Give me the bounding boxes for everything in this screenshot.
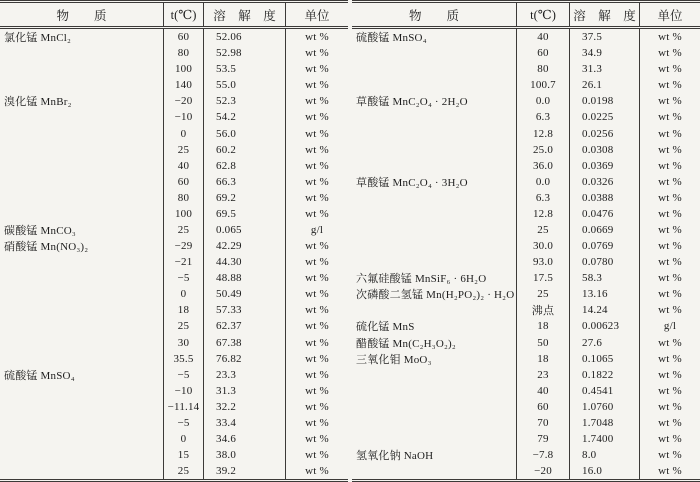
- table-row: [352, 125, 700, 141]
- temperature-cell: 93.0: [517, 254, 570, 270]
- unit-cell: wt %: [658, 304, 682, 317]
- substance-cell: 草酸锰 MnC₂O₄ · 2H₂O: [352, 93, 517, 109]
- unit-cell: wt %: [305, 127, 329, 140]
- table-row: [352, 238, 700, 254]
- solubility-cell: 62.8: [204, 158, 286, 174]
- table-row: [0, 431, 348, 447]
- table-row: [0, 334, 348, 350]
- temperature-cell: 25: [517, 222, 570, 238]
- solubility-cell: 0.0388: [570, 190, 640, 206]
- unit-cell: wt %: [658, 79, 682, 92]
- solubility-cell: 42.29: [204, 238, 286, 254]
- unit-cell: wt %: [305, 288, 329, 301]
- solubility-cell: 0.065: [204, 222, 286, 238]
- unit-cell: wt %: [658, 191, 682, 204]
- substance-cell: [0, 142, 164, 158]
- substance-cell: [0, 190, 164, 206]
- table-row: [0, 415, 348, 431]
- table-row: [352, 383, 700, 399]
- temperature-cell: 80: [517, 61, 570, 77]
- column-header-substance: 物 质: [0, 3, 164, 26]
- substance-cell: 氢氧化钠 NaOH: [352, 447, 517, 463]
- unit-cell: wt %: [305, 449, 329, 462]
- temperature-cell: −11.14: [164, 399, 204, 415]
- substance-cell: [352, 302, 517, 318]
- table-row: [352, 109, 700, 125]
- table-row: [0, 286, 348, 302]
- solubility-cell: 0.0308: [570, 142, 640, 158]
- table-row: [0, 238, 348, 254]
- unit-cell: wt %: [658, 368, 682, 381]
- table-row: [0, 61, 348, 77]
- table-header-row: [0, 3, 348, 29]
- solubility-table-left: [0, 0, 348, 482]
- temperature-cell: 100: [164, 61, 204, 77]
- solubility-cell: 37.5: [570, 29, 640, 45]
- substance-cell: [0, 318, 164, 334]
- solubility-cell: 1.0760: [570, 399, 640, 415]
- unit-cell: wt %: [658, 207, 682, 220]
- table-row: [352, 206, 700, 222]
- unit-cell: wt %: [305, 159, 329, 172]
- temperature-cell: −20: [164, 93, 204, 109]
- unit-cell: wt %: [305, 336, 329, 349]
- solubility-cell: 52.3: [204, 93, 286, 109]
- solubility-cell: 14.24: [570, 302, 640, 318]
- solubility-cell: 8.0: [570, 447, 640, 463]
- temperature-cell: 15: [164, 447, 204, 463]
- table-row: [352, 351, 700, 367]
- solubility-cell: 27.6: [570, 334, 640, 350]
- column-header-temperature: t(℃): [517, 3, 570, 26]
- table-header-row: [352, 3, 700, 29]
- unit-cell: wt %: [658, 416, 682, 429]
- unit-cell: wt %: [305, 79, 329, 92]
- substance-cell: 碳酸锰 MnCO₃: [0, 222, 164, 238]
- temperature-cell: 18: [517, 318, 570, 334]
- column-header-unit: 单位: [657, 8, 683, 23]
- temperature-cell: 60: [517, 45, 570, 61]
- substance-cell: [352, 142, 517, 158]
- temperature-cell: 0: [164, 431, 204, 447]
- unit-cell: wt %: [658, 384, 682, 397]
- unit-cell: wt %: [658, 63, 682, 76]
- temperature-cell: 30.0: [517, 238, 570, 254]
- substance-cell: 硫化锰 MnS: [352, 318, 517, 334]
- substance-cell: 草酸锰 MnC₂O₄ · 3H₂O: [352, 174, 517, 190]
- unit-cell: wt %: [305, 368, 329, 381]
- solubility-cell: 54.2: [204, 109, 286, 125]
- unit-cell: wt %: [305, 143, 329, 156]
- unit-cell: wt %: [305, 111, 329, 124]
- substance-cell: [352, 61, 517, 77]
- temperature-cell: 25: [164, 318, 204, 334]
- solubility-cell: 31.3: [204, 383, 286, 399]
- unit-cell: wt %: [305, 191, 329, 204]
- solubility-cell: 1.7400: [570, 431, 640, 447]
- table-row: [0, 45, 348, 61]
- table-body: [352, 29, 700, 479]
- temperature-cell: 6.3: [517, 190, 570, 206]
- solubility-cell: 34.6: [204, 431, 286, 447]
- table-row: [0, 109, 348, 125]
- table-row: [352, 367, 700, 383]
- solubility-cell: 0.1065: [570, 351, 640, 367]
- temperature-cell: 18: [164, 302, 204, 318]
- unit-cell: wt %: [305, 175, 329, 188]
- temperature-cell: 100: [164, 206, 204, 222]
- substance-cell: [0, 174, 164, 190]
- temperature-cell: −7.8: [517, 447, 570, 463]
- temperature-cell: 23: [517, 367, 570, 383]
- unit-cell: wt %: [305, 352, 329, 365]
- substance-cell: 醋酸锰 Mn(C₂H₃O₂)₂: [352, 334, 517, 350]
- table-row: [352, 61, 700, 77]
- substance-cell: [352, 399, 517, 415]
- temperature-cell: −29: [164, 238, 204, 254]
- substance-cell: [352, 463, 517, 479]
- solubility-cell: 53.5: [204, 61, 286, 77]
- table-body: [0, 29, 348, 479]
- solubility-cell: 52.06: [204, 29, 286, 45]
- temperature-cell: 60: [164, 29, 204, 45]
- temperature-cell: 12.8: [517, 125, 570, 141]
- unit-cell: g/l: [310, 223, 324, 236]
- table-row: [0, 318, 348, 334]
- solubility-cell: 0.0225: [570, 109, 640, 125]
- substance-cell: [352, 431, 517, 447]
- substance-cell: [0, 109, 164, 125]
- column-header-solubility: 溶 解 度: [204, 3, 286, 26]
- table-row: [0, 254, 348, 270]
- solubility-cell: 32.2: [204, 399, 286, 415]
- solubility-cell: 0.0769: [570, 238, 640, 254]
- unit-cell: wt %: [305, 207, 329, 220]
- substance-cell: [352, 125, 517, 141]
- temperature-cell: −5: [164, 270, 204, 286]
- unit-cell: wt %: [305, 304, 329, 317]
- temperature-cell: 18: [517, 351, 570, 367]
- table-row: [0, 463, 348, 479]
- temperature-cell: −5: [164, 415, 204, 431]
- temperature-cell: 80: [164, 190, 204, 206]
- table-row: [0, 351, 348, 367]
- substance-cell: [0, 270, 164, 286]
- table-row: [0, 190, 348, 206]
- temperature-cell: 40: [517, 383, 570, 399]
- unit-cell: wt %: [305, 320, 329, 333]
- substance-cell: 次磷酸二氢锰 Mn(H₂PO₂)₂ · H₂O: [352, 286, 517, 302]
- temperature-cell: 17.5: [517, 270, 570, 286]
- unit-cell: wt %: [305, 240, 329, 253]
- solubility-cell: 16.0: [570, 463, 640, 479]
- table-row: [352, 447, 700, 463]
- temperature-cell: 80: [164, 45, 204, 61]
- solubility-cell: 38.0: [204, 447, 286, 463]
- unit-cell: wt %: [305, 256, 329, 269]
- solubility-cell: 62.37: [204, 318, 286, 334]
- unit-cell: wt %: [305, 400, 329, 413]
- table-row: [352, 93, 700, 109]
- unit-cell: wt %: [305, 416, 329, 429]
- solubility-cell: 48.88: [204, 270, 286, 286]
- unit-cell: wt %: [658, 127, 682, 140]
- unit-cell: wt %: [658, 400, 682, 413]
- temperature-cell: 36.0: [517, 158, 570, 174]
- temperature-cell: 0.0: [517, 93, 570, 109]
- temperature-cell: 0.0: [517, 174, 570, 190]
- solubility-cell: 69.2: [204, 190, 286, 206]
- table-row: [0, 29, 348, 45]
- solubility-cell: 0.0256: [570, 125, 640, 141]
- solubility-cell: 0.00623: [570, 318, 640, 334]
- solubility-cell: 60.2: [204, 142, 286, 158]
- table-row: [352, 415, 700, 431]
- solubility-cell: 76.82: [204, 351, 286, 367]
- unit-cell: wt %: [658, 159, 682, 172]
- substance-cell: [0, 158, 164, 174]
- solubility-cell: 0.4541: [570, 383, 640, 399]
- unit-cell: wt %: [658, 95, 682, 108]
- unit-cell: wt %: [305, 95, 329, 108]
- solubility-table-right: [352, 0, 700, 482]
- table-row: [352, 302, 700, 318]
- substance-cell: [352, 238, 517, 254]
- substance-cell: [0, 254, 164, 270]
- solubility-cell: 0.0780: [570, 254, 640, 270]
- temperature-cell: 79: [517, 431, 570, 447]
- table-row: [352, 399, 700, 415]
- solubility-cell: 58.3: [570, 270, 640, 286]
- table-row: [0, 93, 348, 109]
- unit-cell: wt %: [658, 175, 682, 188]
- table-row: [0, 302, 348, 318]
- table-row: [352, 222, 700, 238]
- table-row: [352, 142, 700, 158]
- unit-cell: wt %: [305, 272, 329, 285]
- unit-cell: wt %: [658, 449, 682, 462]
- temperature-cell: 40: [164, 158, 204, 174]
- substance-cell: [0, 415, 164, 431]
- unit-cell: wt %: [658, 31, 682, 44]
- table-row: [352, 334, 700, 350]
- temperature-cell: 30: [164, 334, 204, 350]
- solubility-cell: 67.38: [204, 334, 286, 350]
- unit-cell: wt %: [658, 256, 682, 269]
- temperature-cell: 沸点: [517, 302, 570, 318]
- substance-cell: [0, 45, 164, 61]
- solubility-cell: 52.98: [204, 45, 286, 61]
- solubility-cell: 0.0476: [570, 206, 640, 222]
- table-row: [352, 190, 700, 206]
- solubility-cell: 31.3: [570, 61, 640, 77]
- temperature-cell: −5: [164, 367, 204, 383]
- temperature-cell: −20: [517, 463, 570, 479]
- solubility-cell: 0.1822: [570, 367, 640, 383]
- unit-cell: wt %: [658, 465, 682, 478]
- substance-cell: [0, 447, 164, 463]
- substance-cell: [0, 206, 164, 222]
- substance-cell: 三氧化钼 MoO₃: [352, 351, 517, 367]
- unit-cell: wt %: [305, 465, 329, 478]
- substance-cell: [0, 463, 164, 479]
- table-row: [0, 125, 348, 141]
- solubility-cell: 39.2: [204, 463, 286, 479]
- table-row: [0, 142, 348, 158]
- column-header-unit: 单位: [304, 8, 330, 23]
- substance-cell: [352, 383, 517, 399]
- substance-cell: [352, 222, 517, 238]
- unit-cell: wt %: [658, 432, 682, 445]
- table-row: [0, 270, 348, 286]
- substance-cell: [352, 415, 517, 431]
- solubility-cell: 33.4: [204, 415, 286, 431]
- substance-cell: [352, 254, 517, 270]
- table-row: [352, 431, 700, 447]
- column-header-solubility: 溶 解 度: [570, 3, 640, 26]
- table-row: [352, 254, 700, 270]
- substance-cell: 溴化锰 MnBr₂: [0, 93, 164, 109]
- temperature-cell: 50: [517, 334, 570, 350]
- temperature-cell: −21: [164, 254, 204, 270]
- substance-cell: [0, 61, 164, 77]
- substance-cell: 硝酸锰 Mn(NO₃)₂: [0, 238, 164, 254]
- table-row: [0, 383, 348, 399]
- temperature-cell: −10: [164, 383, 204, 399]
- substance-cell: 硫酸锰 MnSO₄: [352, 29, 517, 45]
- solubility-cell: 69.5: [204, 206, 286, 222]
- column-header-substance: 物 质: [352, 3, 517, 26]
- substance-cell: [0, 351, 164, 367]
- solubility-cell: 23.3: [204, 367, 286, 383]
- temperature-cell: 35.5: [164, 351, 204, 367]
- temperature-cell: 70: [517, 415, 570, 431]
- unit-cell: wt %: [658, 223, 682, 236]
- substance-cell: [352, 206, 517, 222]
- substance-cell: [352, 45, 517, 61]
- unit-cell: wt %: [658, 47, 682, 60]
- unit-cell: wt %: [305, 432, 329, 445]
- temperature-cell: 25: [164, 222, 204, 238]
- unit-cell: wt %: [305, 384, 329, 397]
- substance-cell: [352, 109, 517, 125]
- substance-cell: [0, 431, 164, 447]
- table-row: [0, 367, 348, 383]
- unit-cell: wt %: [305, 47, 329, 60]
- unit-cell: wt %: [305, 31, 329, 44]
- substance-cell: [352, 367, 517, 383]
- unit-cell: wt %: [658, 240, 682, 253]
- temperature-cell: −10: [164, 109, 204, 125]
- substance-cell: 六氟硅酸锰 MnSiF₆ · 6H₂O: [352, 270, 517, 286]
- temperature-cell: 140: [164, 77, 204, 93]
- table-row: [352, 29, 700, 45]
- substance-cell: [0, 383, 164, 399]
- table-row: [0, 447, 348, 463]
- substance-cell: [352, 190, 517, 206]
- substance-cell: [0, 77, 164, 93]
- solubility-cell: 34.9: [570, 45, 640, 61]
- solubility-cell: 66.3: [204, 174, 286, 190]
- temperature-cell: 25: [517, 286, 570, 302]
- substance-cell: [0, 302, 164, 318]
- substance-cell: [0, 399, 164, 415]
- solubility-cell: 56.0: [204, 125, 286, 141]
- temperature-cell: 100.7: [517, 77, 570, 93]
- unit-cell: wt %: [658, 272, 682, 285]
- table-row: [352, 270, 700, 286]
- substance-cell: [0, 286, 164, 302]
- table-row: [0, 222, 348, 238]
- table-row: [352, 174, 700, 190]
- table-row: [0, 158, 348, 174]
- solubility-cell: 55.0: [204, 77, 286, 93]
- substance-cell: [352, 158, 517, 174]
- temperature-cell: 25: [164, 142, 204, 158]
- table-row: [352, 158, 700, 174]
- table-row: [352, 318, 700, 334]
- temperature-cell: 12.8: [517, 206, 570, 222]
- unit-cell: wt %: [658, 336, 682, 349]
- table-row: [352, 463, 700, 479]
- solubility-cell: 0.0669: [570, 222, 640, 238]
- table-row: [0, 77, 348, 93]
- solubility-cell: 0.0326: [570, 174, 640, 190]
- table-row: [352, 286, 700, 302]
- unit-cell: wt %: [658, 352, 682, 365]
- temperature-cell: 60: [164, 174, 204, 190]
- substance-cell: [352, 77, 517, 93]
- substance-cell: 硫酸锰 MnSO₄: [0, 367, 164, 383]
- solubility-cell: 26.1: [570, 77, 640, 93]
- unit-cell: wt %: [658, 143, 682, 156]
- substance-cell: [0, 125, 164, 141]
- temperature-cell: 0: [164, 125, 204, 141]
- table-row: [0, 206, 348, 222]
- unit-cell: wt %: [658, 288, 682, 301]
- solubility-cell: 50.49: [204, 286, 286, 302]
- unit-cell: wt %: [305, 63, 329, 76]
- table-row: [352, 77, 700, 93]
- temperature-cell: 6.3: [517, 109, 570, 125]
- unit-cell: g/l: [663, 320, 677, 333]
- solubility-cell: 1.7048: [570, 415, 640, 431]
- column-header-temperature: t(℃): [164, 3, 204, 26]
- solubility-cell: 57.33: [204, 302, 286, 318]
- substance-cell: [0, 334, 164, 350]
- temperature-cell: 60: [517, 399, 570, 415]
- table-row: [0, 174, 348, 190]
- temperature-cell: 0: [164, 286, 204, 302]
- table-row: [352, 45, 700, 61]
- temperature-cell: 25: [164, 463, 204, 479]
- temperature-cell: 40: [517, 29, 570, 45]
- table-row: [0, 399, 348, 415]
- solubility-cell: 0.0369: [570, 158, 640, 174]
- substance-cell: 氯化锰 MnCl₂: [0, 29, 164, 45]
- temperature-cell: 25.0: [517, 142, 570, 158]
- unit-cell: wt %: [658, 111, 682, 124]
- solubility-cell: 44.30: [204, 254, 286, 270]
- solubility-cell: 13.16: [570, 286, 640, 302]
- solubility-cell: 0.0198: [570, 93, 640, 109]
